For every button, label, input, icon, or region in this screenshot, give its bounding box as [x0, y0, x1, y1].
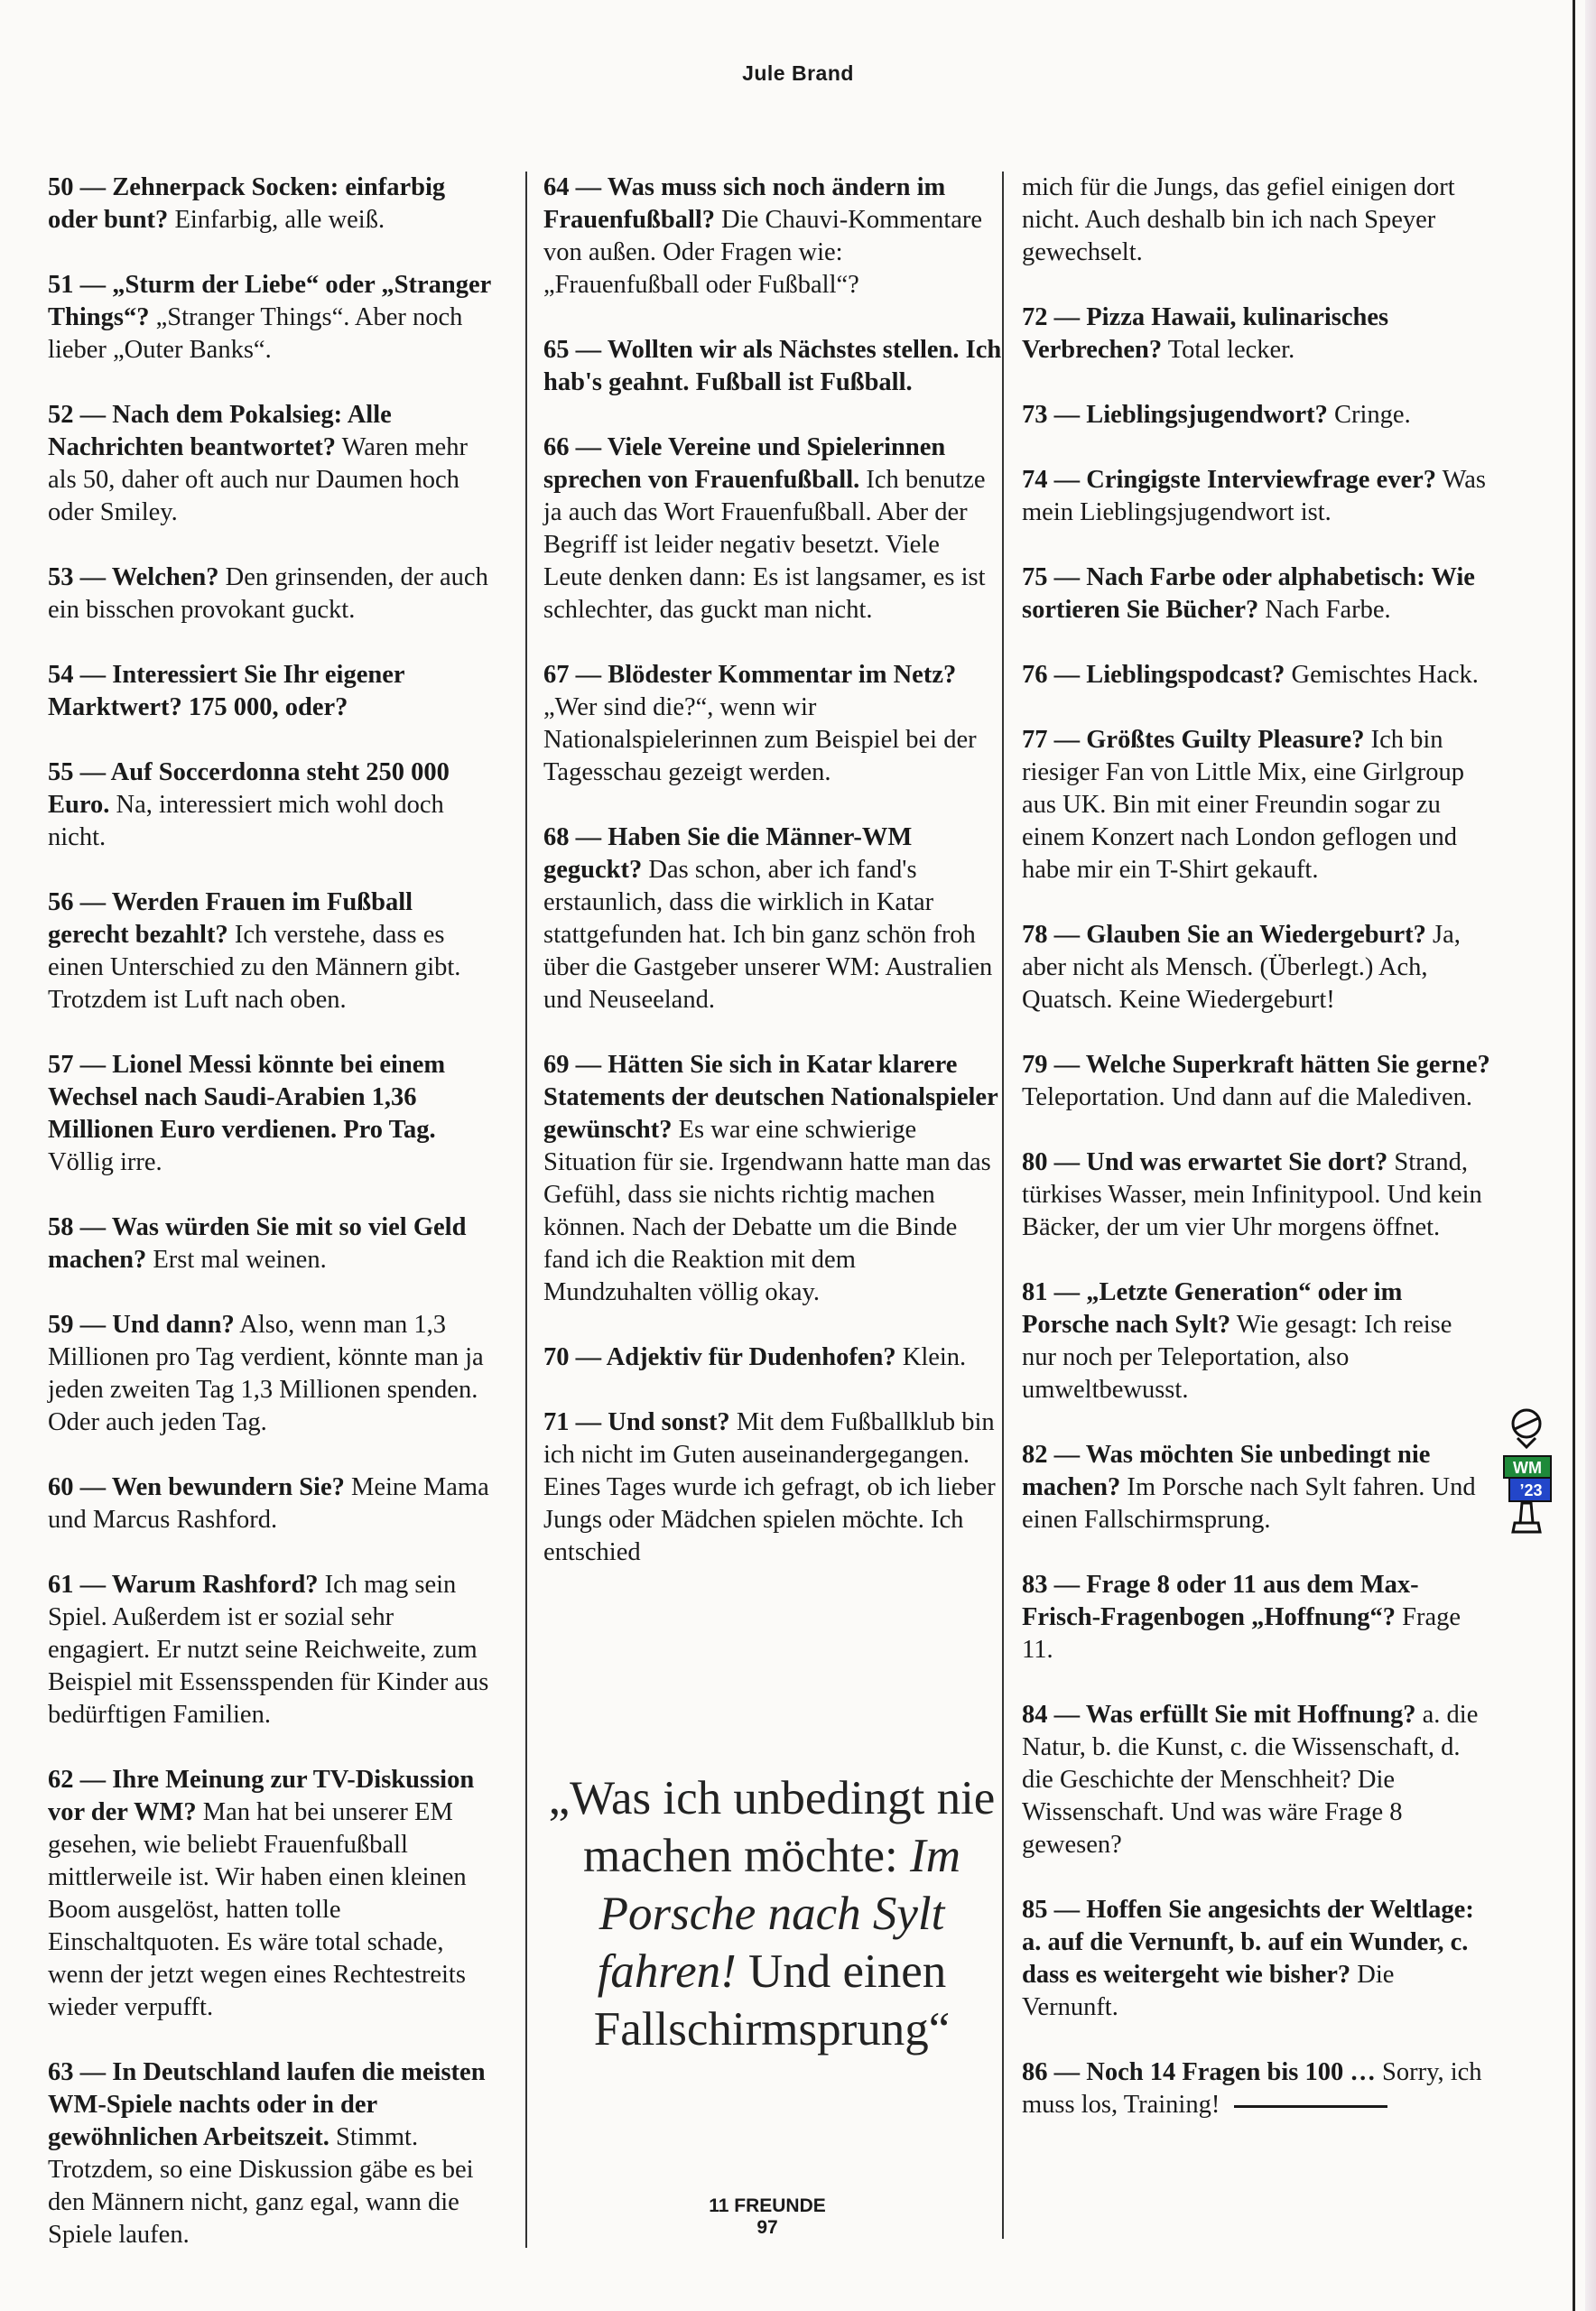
question: 70 — Adjektiv für Dudenhofen? [543, 1343, 896, 1371]
question: 75 — Nach Farbe oder alphabetisch: Wie sortieren Sie Bücher? [1022, 563, 1475, 624]
qa-item [48, 2056, 499, 2251]
question: 81 — „Letzte Generation“ oder im Porsche nach Sylt? [1022, 1278, 1403, 1339]
answer: Was mein Lieblingsjugendwort ist. [1022, 466, 1486, 526]
qa-item [543, 1341, 1004, 1374]
answer: Sorry, ich muss los, Training! [1022, 2058, 1482, 2119]
question: 68 — Haben Sie die Männer-WM geguckt? [543, 823, 913, 884]
qa-item [543, 334, 1004, 399]
answer: Ich verstehe, dass es einen Unterschied zu den Männern gibt. Trotzdem ist Luft nach oben. [48, 921, 461, 1014]
qa-item [48, 1049, 499, 1179]
qa-item [543, 1049, 1004, 1309]
answer: Waren mehr als 50, daher oft auch nur Daumen hoch oder Smiley. [48, 433, 468, 526]
answer: Nach Farbe. [1258, 596, 1391, 624]
column-2 [543, 172, 1004, 1601]
question: 57 — Lionel Messi könnte bei einem Wechsel nach Saudi-Arabien 1,36 Millionen Euro verdienen. Pro Tag. [48, 1051, 446, 1144]
answer: Ich benutze ja auch das Wort Frauenfußball. Aber der Begriff ist leider negativ besetzt. Viele Leute denken dann: Es ist langsamer, es ist schlechter, das guckt man nicht. [543, 466, 986, 624]
qa-item [1022, 1049, 1491, 1114]
question: 83 — Frage 8 oder 11 aus dem Max-Frisch-Fragenbogen „Hoffnung“? [1022, 1571, 1419, 1631]
answer: Klein. [895, 1343, 967, 1371]
logo-wm-text: WM [1513, 1459, 1542, 1477]
answer: Mit dem Fußballklub bin ich nicht im Guten auseinandergegangen. Eines Tages wurde ich gefragt, ob ich lieber Jungs oder Mädchen spielen möchte. Ich entschied [543, 1408, 996, 1566]
question: 64 — Was muss sich noch ändern im Frauenfußball? [543, 173, 946, 234]
column-3 [1022, 172, 1491, 2154]
question: 66 — Viele Vereine und Spielerinnen sprechen von Frauenfußball. [543, 433, 946, 494]
qa-item [48, 1764, 499, 2024]
qa-item [543, 172, 1004, 302]
running-head: Jule Brand [742, 61, 854, 85]
question: 58 — Was würden Sie mit so viel Geld machen? [48, 1213, 467, 1274]
qa-item [1022, 1439, 1491, 1536]
question: 73 — Lieblingsjugendwort? [1022, 401, 1328, 429]
qa-item [1022, 1699, 1491, 1861]
answer: Also, wenn man 1,3 Millionen pro Tag verdient, könnte man ja jeden zweiten Tag 1,3 Millionen spenden. Oder auch jeden Tag. [48, 1311, 484, 1436]
page-footer [587, 2195, 948, 2239]
question: 52 — Nach dem Pokalsieg: Alle Nachrichten beantwortet? [48, 401, 392, 461]
qa-item [1022, 1894, 1491, 2024]
column-divider-1 [525, 172, 527, 2248]
qa-item [1022, 399, 1491, 432]
question: 53 — Welchen? [48, 563, 219, 591]
qa-item [48, 1569, 499, 1731]
pull-quote-part-1: „Was ich unbedingt nie machen möchte: [548, 1772, 996, 1882]
qa-item [48, 562, 499, 626]
wm-23-logo [1495, 1404, 1558, 1548]
column-1 [48, 172, 499, 2284]
qa-item [1022, 172, 1491, 269]
question: 84 — Was erfüllt Sie mit Hoffnung? [1022, 1701, 1416, 1729]
qa-item [1022, 724, 1491, 886]
magazine-name: 11 FREUNDE [709, 2195, 826, 2216]
qa-item [1022, 919, 1491, 1016]
answer: Stimmt. Trotzdem, so eine Diskussion gäbe es bei den Männern nicht, ganz egal, wann die Spiele laufen. [48, 2123, 474, 2249]
question: 76 — Lieblingspodcast? [1022, 661, 1285, 689]
answer: Gemischtes Hack. [1285, 661, 1479, 689]
qa-item [1022, 302, 1491, 367]
page-number: 97 [756, 2217, 778, 2238]
answer: Die Vernunft. [1022, 1961, 1395, 2021]
answer: mich für die Jungs, das gefiel einigen dort nicht. Auch deshalb bin ich nach Speyer gewechselt. [1022, 173, 1455, 266]
question: 62 — Ihre Meinung zur TV-Diskussion vor der WM? [48, 1766, 475, 1826]
logo-year-text: ’23 [1519, 1481, 1543, 1499]
answer: Meine Mama und Marcus Rashford. [48, 1473, 489, 1534]
pull-quote-italic: Im Porsche nach Sylt fahren! [597, 1830, 960, 1998]
answer: Den grinsenden, der auch ein bisschen provokant guckt. [48, 563, 488, 624]
answer: a. die Natur, b. die Kunst, c. die Wissenschaft, d. die Geschichte der Menschheit? Die Wissenschaft. Und was wäre Frage 8 gewesen? [1022, 1701, 1479, 1859]
question: 61 — Warum Rashford? [48, 1571, 319, 1599]
question: 67 — Blödester Kommentar im Netz? [543, 661, 957, 689]
question: 59 — Und dann? [48, 1311, 235, 1339]
question: 60 — Wen bewundern Sie? [48, 1473, 345, 1501]
question: 69 — Hätten Sie sich in Katar klarere Statements der deutschen Nationalspieler gewünscht? [543, 1051, 998, 1144]
answer: Im Porsche nach Sylt fahren. Und einen Fallschirmsprung. [1022, 1473, 1476, 1534]
qa-item [48, 399, 499, 529]
qa-item [1022, 2056, 1491, 2121]
question: 55 — Auf Soccerdonna steht 250 000 Euro. [48, 758, 450, 819]
answer: Die Chauvi-Kommentare von außen. Oder Fragen wie: „Frauenfußball oder Fußball“? [543, 206, 983, 299]
qa-item [1022, 659, 1491, 691]
answer: Frage 11. [1022, 1603, 1461, 1664]
qa-item [1022, 1146, 1491, 1244]
qa-item [543, 432, 1004, 626]
answer: Cringe. [1327, 401, 1411, 429]
qa-item [1022, 1569, 1491, 1666]
answer: Völlig irre. [48, 1148, 162, 1176]
pull-quote [542, 1769, 1002, 2058]
answer: Teleportation. Und dann auf die Malediven. [1022, 1083, 1472, 1111]
question: 51 — „Sturm der Liebe“ oder „Stranger Things“? [48, 271, 491, 331]
answer: Ja, aber nicht als Mensch. (Überlegt.) Ach, Quatsch. Keine Wiedergeburt! [1022, 921, 1461, 1014]
qa-item [543, 821, 1004, 1016]
question: 71 — Und sonst? [543, 1408, 730, 1436]
qa-item [1022, 1276, 1491, 1406]
question: 56 — Werden Frauen im Fußball gerecht bezahlt? [48, 888, 413, 949]
qa-item [48, 172, 499, 237]
qa-item [48, 1211, 499, 1276]
question: 50 — Zehnerpack Socken: einfarbig oder bunt? [48, 173, 446, 234]
question: 77 — Größtes Guilty Pleasure? [1022, 726, 1365, 754]
question: 65 — Wollten wir als Nächstes stellen. Ich hab's geahnt. Fußball ist Fußball. [543, 336, 1002, 396]
qa-item [543, 659, 1004, 789]
pull-quote-part-2: Und einen Fallschirmsprung“ [593, 1945, 951, 2056]
answer: „Wer sind die?“, wenn wir Nationalspielerinnen zum Beispiel bei der Tagesschau gezeigt werden. [543, 693, 977, 786]
qa-item [48, 1471, 499, 1536]
answer: Man hat bei unserer EM gesehen, wie beliebt Frauenfußball mittlerweile ist. Wir haben einen kleinen Boom ausgelöst, hatten tolle Einschaltquoten. Es wäre total schade, wenn der jetzt wegen eines Rechtestreits wieder verpufft. [48, 1798, 467, 2021]
qa-item [48, 659, 499, 724]
answer: Das schon, aber ich fand's erstaunlich, dass die wirklich in Katar stattgefunden hat. Ich bin ganz schön froh über die Gastgeber unserer WM: Australien und Neuseeland. [543, 856, 993, 1014]
answer: Strand, türkises Wasser, mein Infinitypool. Und kein Bäcker, der um vier Uhr morgens öffnet. [1022, 1148, 1482, 1241]
answer: „Stranger Things“. Aber noch lieber „Outer Banks“. [48, 303, 463, 364]
qa-item [48, 756, 499, 854]
answer: Total lecker. [1162, 336, 1295, 364]
answer: Erst mal weinen. [146, 1246, 327, 1274]
question: 79 — Welche Superkraft hätten Sie gerne? [1022, 1051, 1490, 1079]
question: 72 — Pizza Hawaii, kulinarisches Verbrechen? [1022, 303, 1389, 364]
answer: Ich mag sein Spiel. Außerdem ist er sozial sehr engagiert. Er nutzt seine Reichweite, zum Beispiel mit Essensspenden für Kinder aus bedürftigen Familien. [48, 1571, 489, 1729]
answer: Na, interessiert mich wohl doch nicht. [48, 791, 444, 851]
question: 86 — Noch 14 Fragen bis 100 … [1022, 2058, 1376, 2086]
qa-item [48, 886, 499, 1016]
question: 80 — Und was erwartet Sie dort? [1022, 1148, 1388, 1176]
question: 78 — Glauben Sie an Wiedergeburt? [1022, 921, 1426, 949]
question: 54 — Interessiert Sie Ihr eigener Marktwert? 175 000, oder? [48, 661, 404, 721]
answer: Es war eine schwierige Situation für sie. Irgendwann hatte man das Gefühl, dass sie nichts richtig machen können. Nach der Debatte um die Binde fand ich die Reaktion mit dem Mundzuhalten völlig okay. [543, 1116, 991, 1306]
question: 74 — Cringigste Interviewfrage ever? [1022, 466, 1437, 494]
qa-item [1022, 562, 1491, 626]
question: 82 — Was möchten Sie unbedingt nie machen? [1022, 1441, 1431, 1501]
question: 63 — In Deutschland laufen die meisten WM-Spiele nachts oder in der gewöhnlichen Arbeitszeit. [48, 2058, 486, 2151]
qa-item [1022, 464, 1491, 529]
page-edge [1585, 0, 1596, 2311]
qa-item [48, 1309, 499, 1439]
end-rule [1234, 2105, 1387, 2108]
page-edge-line [1573, 0, 1575, 2311]
answer: Einfarbig, alle weiß. [168, 206, 385, 234]
question: 85 — Hoffen Sie angesichts der Weltlage: a. auf die Vernunft, b. auf ein Wunder, c. dass es weitergeht wie bisher? [1022, 1896, 1474, 1989]
answer: Ich bin riesiger Fan von Little Mix, eine Girlgroup aus UK. Bin mit einer Freundin sogar zu einem Konzert nach London geflogen und habe mir ein T-Shirt gekauft. [1022, 726, 1464, 884]
answer: Wie gesagt: Ich reise nur noch per Teleportation, also umweltbewusst. [1022, 1311, 1452, 1404]
qa-item [48, 269, 499, 367]
qa-item [543, 1406, 1004, 1569]
